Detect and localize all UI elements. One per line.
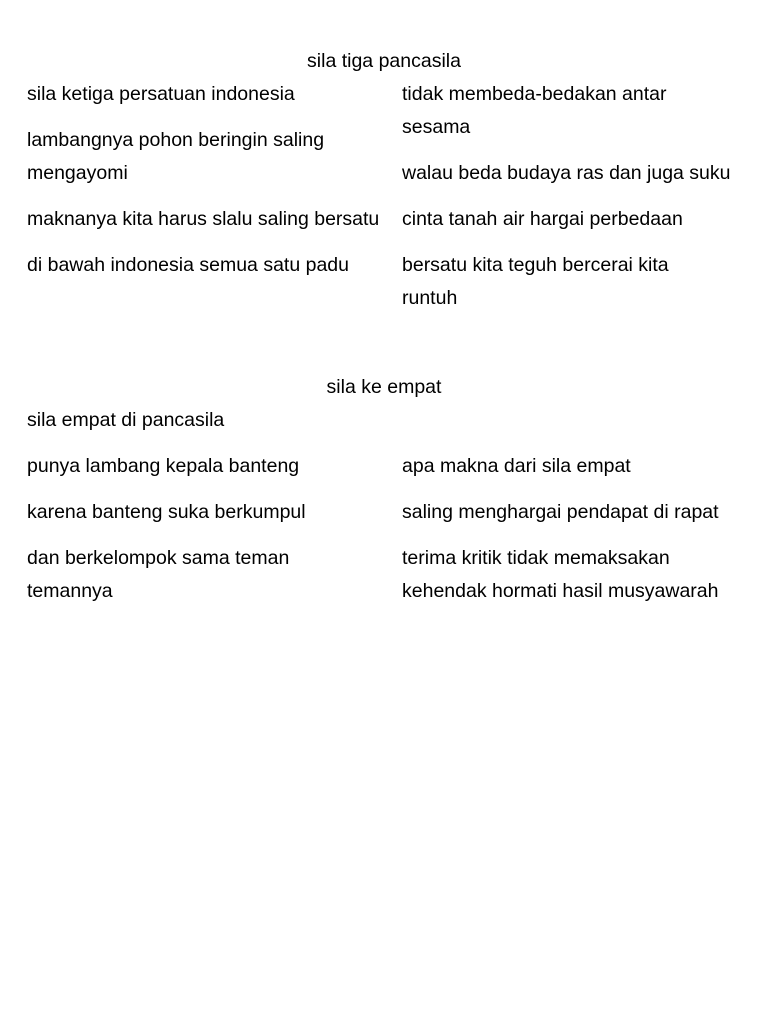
verse-line: karena banteng suka berkumpul [27,501,306,523]
verse-line: terima kritik tidak memaksakan kehendak hormati hasil musyawarah [402,547,719,602]
verse-line: saling menghargai pendapat di rapat [402,501,719,523]
section-title-sila-tiga: sila tiga pancasila [307,50,461,72]
section1-left-column [27,78,387,295]
verse-line: punya lambang kepala banteng [27,455,300,477]
verse-line: tidak membeda-bedakan antar sesama [402,83,667,138]
section-title-sila-ke-empat: sila ke empat [326,376,442,398]
verse-line: cinta tanah air hargai perbedaan [402,208,683,230]
verse-line: lambangnya pohon beringin saling mengayomi [27,129,325,184]
verse-line: walau beda budaya ras dan juga suku [402,162,731,184]
verse-line: di bawah indonesia semua satu padu [27,254,349,276]
verse-line: sila empat di pancasila [27,409,225,431]
section2-left-column [27,404,387,621]
section2-right-column [402,450,752,621]
verse-line: dan berkelompok sama teman temannya [27,547,290,602]
verse-line: apa makna dari sila empat [402,455,631,477]
section1-right-column [402,78,752,328]
verse-line: maknanya kita harus slalu saling bersatu [27,208,380,230]
verse-line: bersatu kita teguh bercerai kita runtuh [402,254,669,309]
verse-line: sila ketiga persatuan indonesia [27,83,295,105]
